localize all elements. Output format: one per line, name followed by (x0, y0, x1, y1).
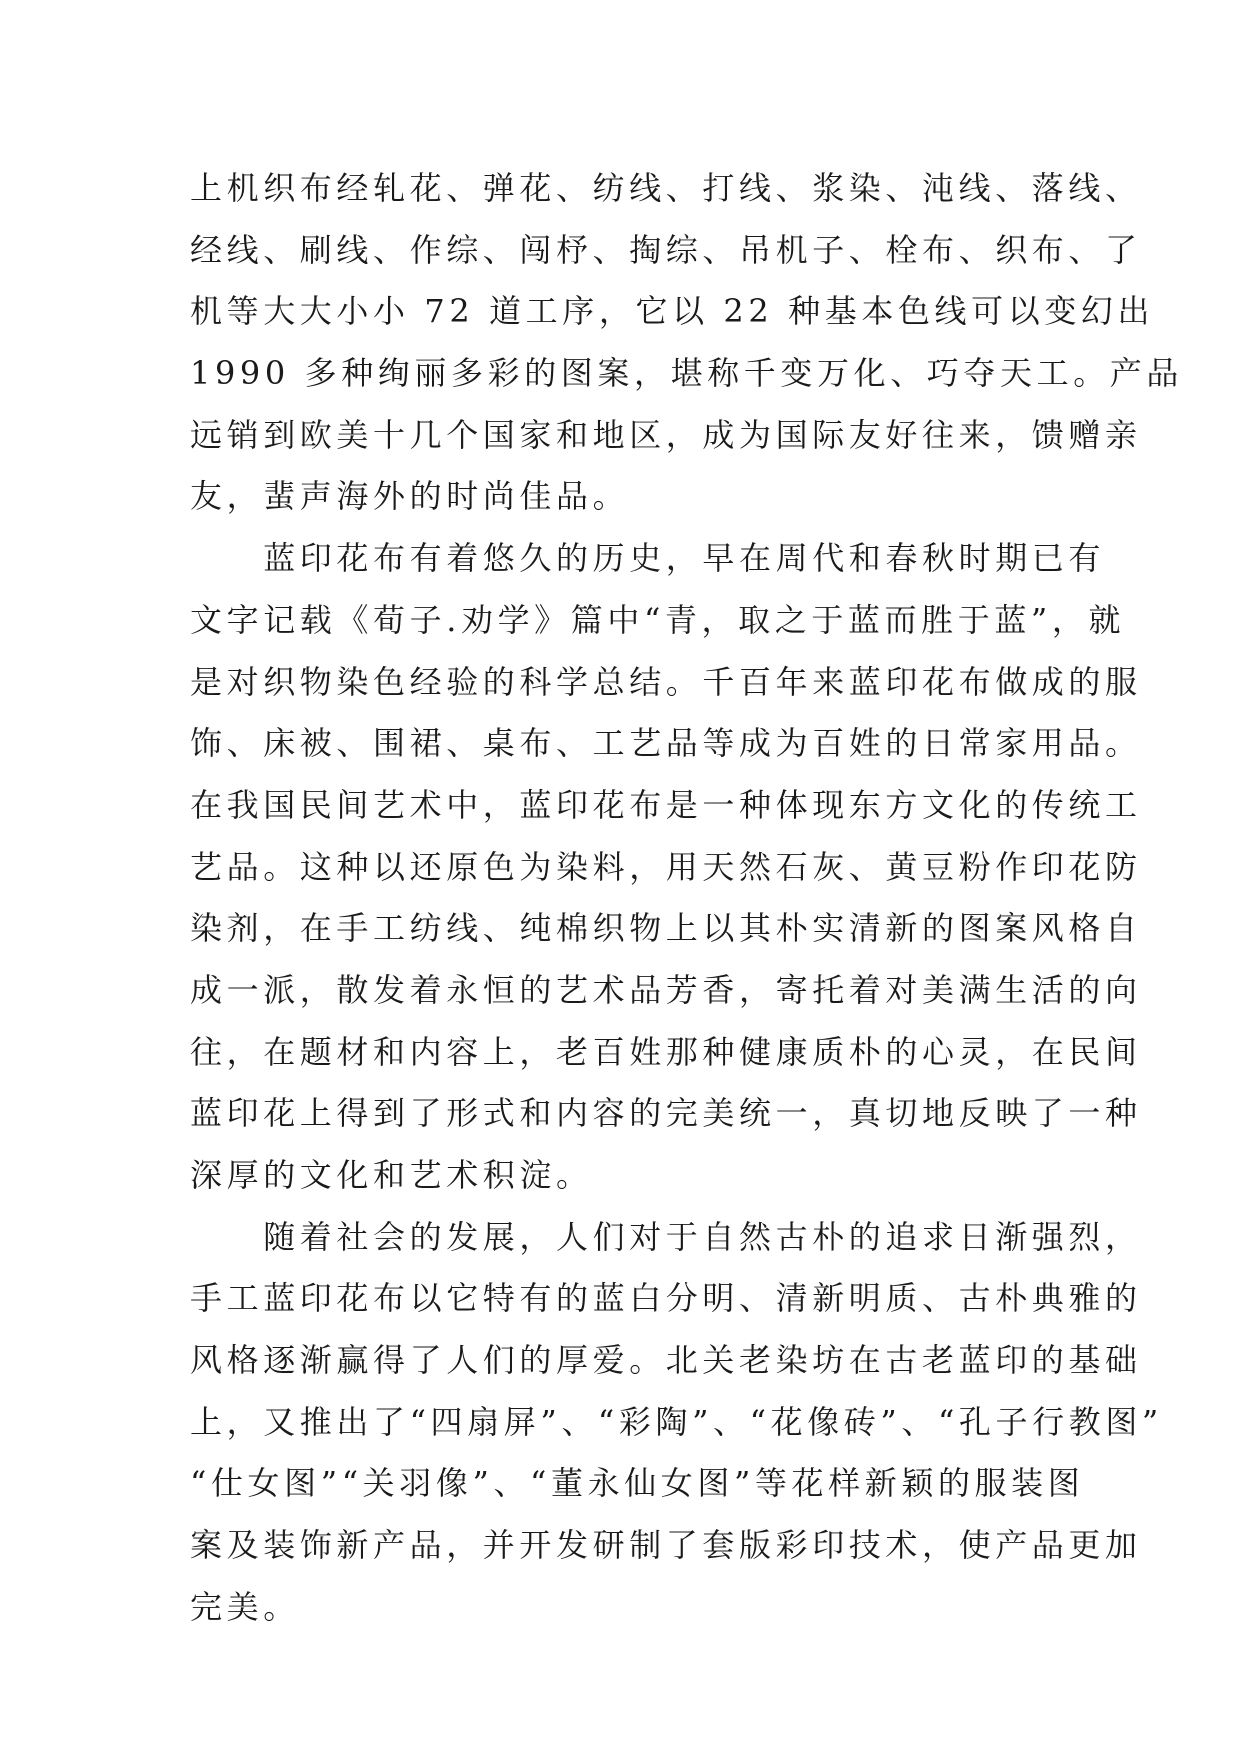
text-line: 深厚的文化和艺术积淀。 (190, 1156, 593, 1194)
paragraph-1 (190, 158, 1184, 528)
text-line: 上机织布经轧花、弹花、纺线、打线、浆染、沌线、落线、 (190, 169, 1142, 207)
text-line: 风格逐渐赢得了人们的厚爱。北关老染坊在古老蓝印的基础 (190, 1341, 1142, 1380)
text-line: 是对织物染色经验的科学总结。千百年来蓝印花布做成的服 (190, 662, 1142, 701)
text-line: 往，在题材和内容上，老百姓那种健康质朴的心灵，在民间 (190, 1032, 1142, 1071)
text-line: 经线、刷线、作综、闯杼、掏综、吊机子、栓布、织布、了 (190, 230, 1142, 269)
text-line: 随着社会的发展，人们对于自然古朴的追求日渐强烈， (190, 1217, 1142, 1256)
text-line: 完美。 (190, 1587, 300, 1626)
text-line: 蓝印花布有着悠久的历史，早在周代和春秋时期已有 (190, 539, 1106, 578)
paragraph-2 (190, 528, 1142, 1207)
text-line: 1990 多种绚丽多彩的图案，堪称千变万化、巧夺天工。产品 (190, 354, 1184, 393)
text-line: 机等大大小小 72 道工序，它以 22 种基本色线可以变幻出 (190, 292, 1155, 331)
text-line: 艺品。这种以还原色为染料，用天然石灰、黄豆粉作印花防 (190, 847, 1142, 886)
paragraph-3 (190, 1207, 1163, 1639)
text-line: 案及装饰新产品，并开发研制了套版彩印技术，使产品更加 (190, 1526, 1142, 1565)
text-line: 饰、床被、围裙、桌布、工艺品等成为百姓的日常家用品。 (190, 724, 1142, 763)
text-line: 友，蜚声海外的时尚佳品。 (190, 477, 630, 516)
text-line: 成一派，散发着永恒的艺术品芳香，寄托着对美满生活的向 (190, 970, 1142, 1009)
body-text (190, 158, 1184, 1639)
text-line: 蓝印花上得到了形式和内容的完美统一，真切地反映了一种 (190, 1094, 1142, 1133)
text-line: 染剂，在手工纺线、纯棉织物上以其朴实清新的图案风格自 (190, 909, 1142, 948)
text-line: “仕女图”“关羽像”、“董永仙女图”等花样新颖的服装图 (190, 1464, 1085, 1503)
text-line: 上，又推出了“四扇屏”、“彩陶”、“花像砖”、“孔子行教图” (190, 1402, 1163, 1441)
text-line: 远销到欧美十几个国家和地区，成为国际友好往来，馈赠亲 (190, 415, 1142, 454)
text-line: 在我国民间艺术中，蓝印花布是一种体现东方文化的传统工 (190, 785, 1142, 824)
text-line: 手工蓝印花布以它特有的蓝白分明、清新明质、古朴典雅的 (190, 1279, 1142, 1318)
text-line: 文字记载《荀子.劝学》篇中“青，取之于蓝而胜于蓝”，就 (190, 600, 1126, 639)
